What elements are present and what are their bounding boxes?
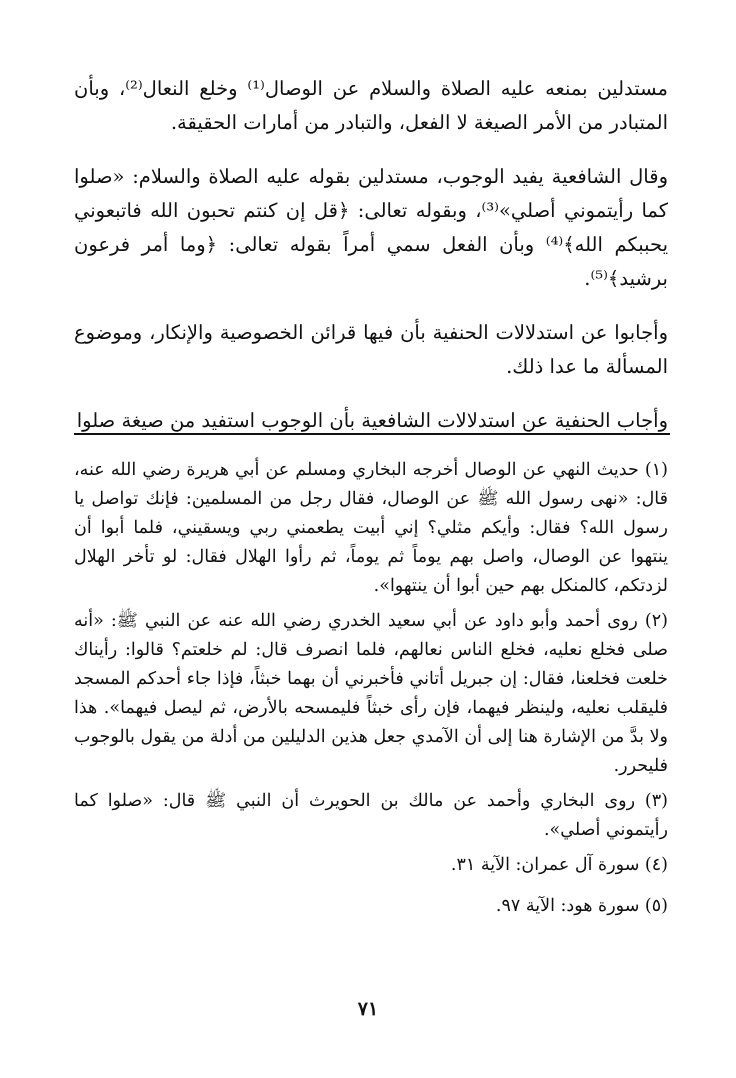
page-number: ٧١	[357, 998, 379, 1020]
footnotes	[74, 456, 668, 933]
body-paragraph: وقال الشافعية يفيد الوجوب، مستدلين بقوله عليه الصلاة والسلام: «صلوا كما رأيتموني أصلي»⁽³⁾، وبقوله تعالى: ﴿قل إن كنتم تحبون الله فاتبعوني يحببكم الله﴾⁽⁴⁾ وبأن الفعل سمي أمراً بقوله تعالى: ﴿وما أمر فرعون برشيد﴾⁽⁵⁾.	[74, 165, 669, 290]
footnote-3: (٣) روى البخاري وأحمد عن مالك بن الحويرث أن النبي ﷺ قال: «صلوا كما رأيتموني أصلي».	[74, 791, 668, 840]
footnote-4: (٤) سورة آل عمران: الآية ٣١.	[450, 855, 668, 875]
footnote-separator	[74, 433, 670, 435]
footnote-1: (١) حديث النهي عن الوصال أخرجه البخاري ومسلم عن أبي هريرة رضي الله عنه، قال: «نهى رسول الله ﷺ عن الوصال، فقال رجل من المسلمين: فإنك تواصل يا رسول الله؟ فقال: وأيكم مثلي؟ إني أبيت يطعمني ربي ويسقيني، فلما أبوا أن ينتهوا عن الوصال، واصل بهم يوماً ثم يوماً، ثم رأوا الهلال فقال: لو تأخر الهلال لزدتكم، كالمنكل بهم حين أبوا أن ينتهوا».	[74, 460, 668, 596]
main-text	[74, 72, 668, 458]
body-paragraph: وأجاب الحنفية عن استدلالات الشافعية بأن الوجوب استفيد من صيغة صلوا	[76, 409, 668, 432]
footnote-5: (٥) سورة هود: الآية ٩٧.	[495, 896, 668, 916]
body-paragraph: مستدلين بمنعه عليه الصلاة والسلام عن الوصال⁽¹⁾ وخلع النعال⁽²⁾، وبأن المتبادر من الأمر الصيغة لا الفعل، والتبادر من أمارات الحقيقة.	[74, 77, 668, 134]
footnote-2: (٢) روى أحمد وأبو داود عن أبي سعيد الخدري رضي الله عنه عن النبي ﷺ: «أنه صلى فخلع نعليه، فخلع الناس نعالهم، فلما انصرف قال: لم خلعتم؟ قالوا: رأيناك خلعت فخلعنا، فقال: إن جبريل أتاني فأخبرني أن بهما خبثاً، فإذا جاء أحدكم المسجد فليقلب نعليه، ولينظر فيهما، فإن رأى خبثاً فليمسحه بالأرض، ثم ليصل فيهما». هذا ولا بدَّ من الإشارة هنا إلى أن الآمدي جعل هذين الدليلين من أدلة من يقول بالوجوب فليحرر.	[74, 611, 668, 776]
body-paragraph: وأجابوا عن استدلالات الحنفية بأن فيها قرائن الخصوصية والإنكار، وموضوع المسألة ما عدا ذلك.	[74, 321, 668, 378]
